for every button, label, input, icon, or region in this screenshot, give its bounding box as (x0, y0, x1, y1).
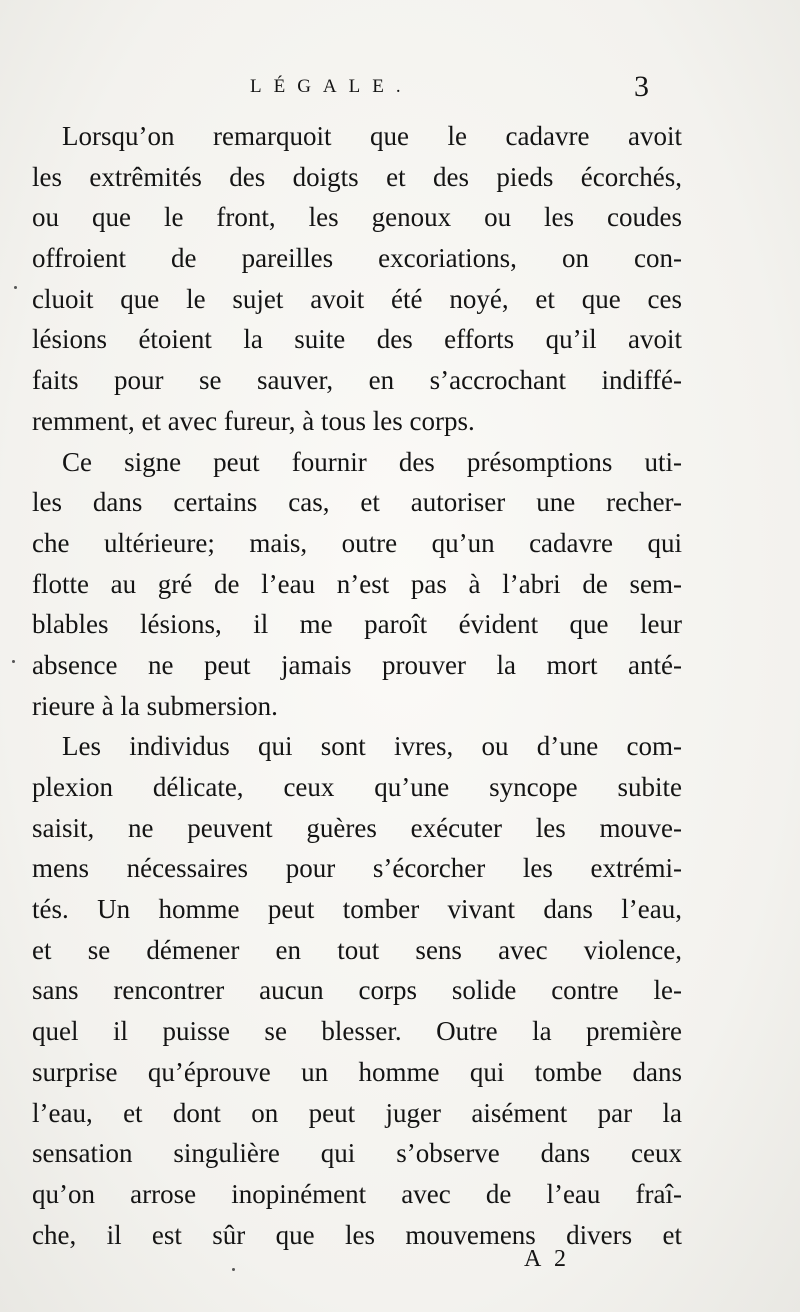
ink-speck (12, 660, 15, 663)
text-line: faits pour se sauver, en s’accrochant indiffé- (32, 365, 682, 396)
text-line: Ce signe peut fournir des présomptions uti- (62, 446, 682, 477)
text-line: saisit, ne peuvent guères exécuter les mouve- (32, 812, 682, 843)
text-line: mens nécessaires pour s’écorcher les extrémi- (32, 853, 682, 884)
text-line: rieure à la submersion. (32, 690, 278, 721)
text-line: plexion délicate, ceux qu’une syncope subite (32, 772, 682, 802)
text-line: quel il puisse se blesser. Outre la première (32, 1016, 682, 1047)
text-line: sans rencontrer aucun corps solide contre le- (32, 975, 682, 1006)
text-line: qu’on arrose inopinément avec de l’eau fraî- (32, 1178, 682, 1209)
text-line: lésions étoient la suite des efforts qu’il avoit (32, 324, 682, 355)
body-text (32, 116, 682, 1255)
text-line: les dans certains cas, et autoriser une recher- (32, 487, 682, 518)
text-line: sensation singulière qui s’observe dans ceux (32, 1138, 682, 1169)
text-line: Lorsqu’on remarquoit que le cadavre avoit (62, 121, 682, 151)
signature-mark: A 2 (524, 1246, 571, 1272)
text-line: ou que le front, les genoux ou les coudes (32, 202, 682, 233)
running-title: LÉGALE. (250, 76, 413, 97)
page-number: 3 (634, 70, 649, 103)
ink-speck (232, 1268, 235, 1271)
text-line: absence ne peut jamais prouver la mort anté- (32, 649, 682, 680)
running-head (0, 72, 800, 108)
text-line: et se démener en tout sens avec violence, (32, 934, 682, 965)
text-line: surprise qu’éprouve un homme qui tombe dans (32, 1056, 682, 1087)
text-line: tés. Un homme peut tomber vivant dans l’eau, (32, 894, 682, 925)
text-line: flotte au gré de l’eau n’est pas à l’abri de sem- (32, 568, 682, 599)
text-line: che ultérieure; mais, outre qu’un cadavre qui (32, 527, 682, 558)
text-line: les extrêmités des doigts et des pieds écorchés, (32, 161, 682, 192)
ink-speck (14, 286, 17, 289)
text-line: remment, et avec fureur, à tous les corps. (32, 405, 475, 436)
text-line: offroient de pareilles excoriations, on con- (32, 243, 682, 274)
text-line: l’eau, et dont on peut juger aisément par la (32, 1097, 682, 1128)
text-line: Les individus qui sont ivres, ou d’une com- (62, 731, 682, 762)
text-line: blables lésions, il me paroît évident que leur (32, 609, 682, 640)
text-line: cluoit que le sujet avoit été noyé, et que ces (32, 283, 682, 314)
text-line: che, il est sûr que les mouvemens divers et (32, 1219, 682, 1250)
